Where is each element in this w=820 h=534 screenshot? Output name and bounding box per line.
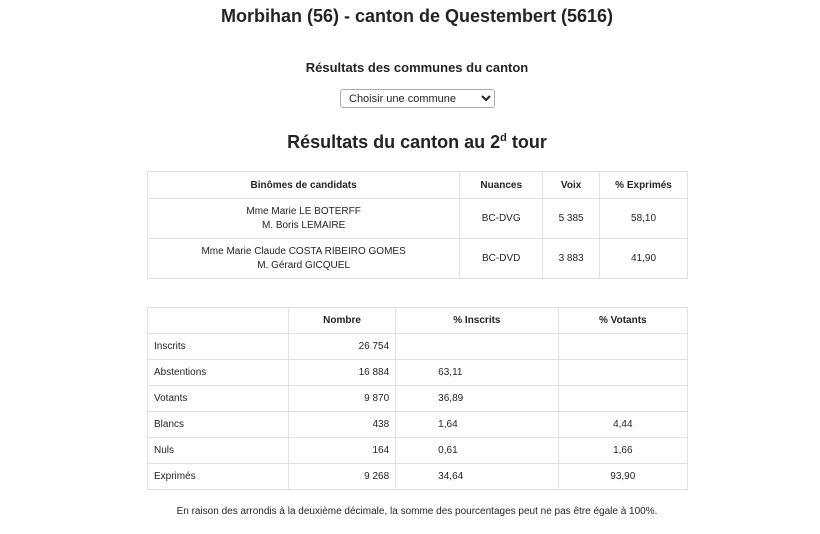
stats-nombre: 26 754 <box>288 334 395 360</box>
candidate-row <box>148 199 688 239</box>
rounding-footnote: En raison des arrondis à la deuxième décimale, la somme des pourcentages peut ne pas être égale à 100%. <box>176 506 658 517</box>
stats-pct-inscrits: 1,64 <box>396 412 558 438</box>
candidate-nuance: BC-DVD <box>460 239 543 279</box>
stats-pct-votants <box>558 360 687 386</box>
stats-pct-inscrits: 0,61 <box>396 438 558 464</box>
candidate-names <box>148 239 460 279</box>
candidate-nuance: BC-DVG <box>460 199 543 239</box>
stats-nombre: 164 <box>288 438 395 464</box>
stats-pct-votants: 93,90 <box>558 464 687 490</box>
communes-section-title: Résultats des communes du canton <box>305 60 529 75</box>
stats-label: Inscrits <box>148 334 289 360</box>
stats-nombre: 16 884 <box>288 360 395 386</box>
stats-label: Exprimés <box>148 464 289 490</box>
stats-pct-votants <box>558 334 687 360</box>
header-nuances: Nuances <box>460 172 543 199</box>
candidate-voix: 5 385 <box>543 199 600 239</box>
round-title-suffix: tour <box>506 132 547 152</box>
stats-pct-votants <box>558 386 687 412</box>
candidate-name-2: M. Gérard GICQUEL <box>257 259 351 271</box>
stats-label: Votants <box>148 386 289 412</box>
stats-table <box>147 307 688 490</box>
candidate-row <box>148 239 688 279</box>
stats-row-inscrits <box>148 334 688 360</box>
header-pct-inscrits: % Inscrits <box>396 308 558 334</box>
stats-pct-inscrits: 34,64 <box>396 464 558 490</box>
round-title-prefix: Résultats du canton au 2 <box>287 132 501 152</box>
stats-row-votants <box>148 386 688 412</box>
stats-nombre: 9 870 <box>288 386 395 412</box>
stats-row-abstentions <box>148 360 688 386</box>
stats-header-row <box>148 308 688 334</box>
page-title: Morbihan (56) - canton de Questembert (5616) <box>220 6 614 26</box>
candidates-header-row <box>148 172 688 199</box>
stats-label: Nuls <box>148 438 289 464</box>
stats-row-exprimes <box>148 464 688 490</box>
candidate-pct: 41,90 <box>600 239 688 279</box>
stats-label: Blancs <box>148 412 289 438</box>
candidates-table <box>147 171 688 279</box>
stats-pct-inscrits: 36,89 <box>396 386 558 412</box>
candidate-voix: 3 883 <box>543 239 600 279</box>
stats-pct-votants: 1,66 <box>558 438 687 464</box>
round-results-title <box>0 132 820 153</box>
header-nombre: Nombre <box>288 308 395 334</box>
stats-row-nuls <box>148 438 688 464</box>
stats-nombre: 438 <box>288 412 395 438</box>
header-empty <box>148 308 289 334</box>
stats-label: Abstentions <box>148 360 289 386</box>
stats-pct-inscrits: 63,11 <box>396 360 558 386</box>
candidate-pct: 58,10 <box>600 199 688 239</box>
candidate-names <box>148 199 460 239</box>
commune-select[interactable] <box>340 89 495 108</box>
header-pct-exprimes: % Exprimés <box>600 172 688 199</box>
candidate-name-1: Mme Marie LE BOTERFF <box>246 205 361 217</box>
header-candidates: Binômes de candidats <box>148 172 460 199</box>
candidate-name-1: Mme Marie Claude COSTA RIBEIRO GOMES <box>201 245 406 257</box>
candidate-name-2: M. Boris LEMAIRE <box>261 219 346 231</box>
stats-nombre: 9 268 <box>288 464 395 490</box>
header-voix: Voix <box>543 172 600 199</box>
stats-pct-inscrits <box>396 334 558 360</box>
header-pct-votants: % Votants <box>558 308 687 334</box>
stats-row-blancs <box>148 412 688 438</box>
round-title-superscript: d <box>500 132 507 144</box>
stats-pct-votants: 4,44 <box>558 412 687 438</box>
